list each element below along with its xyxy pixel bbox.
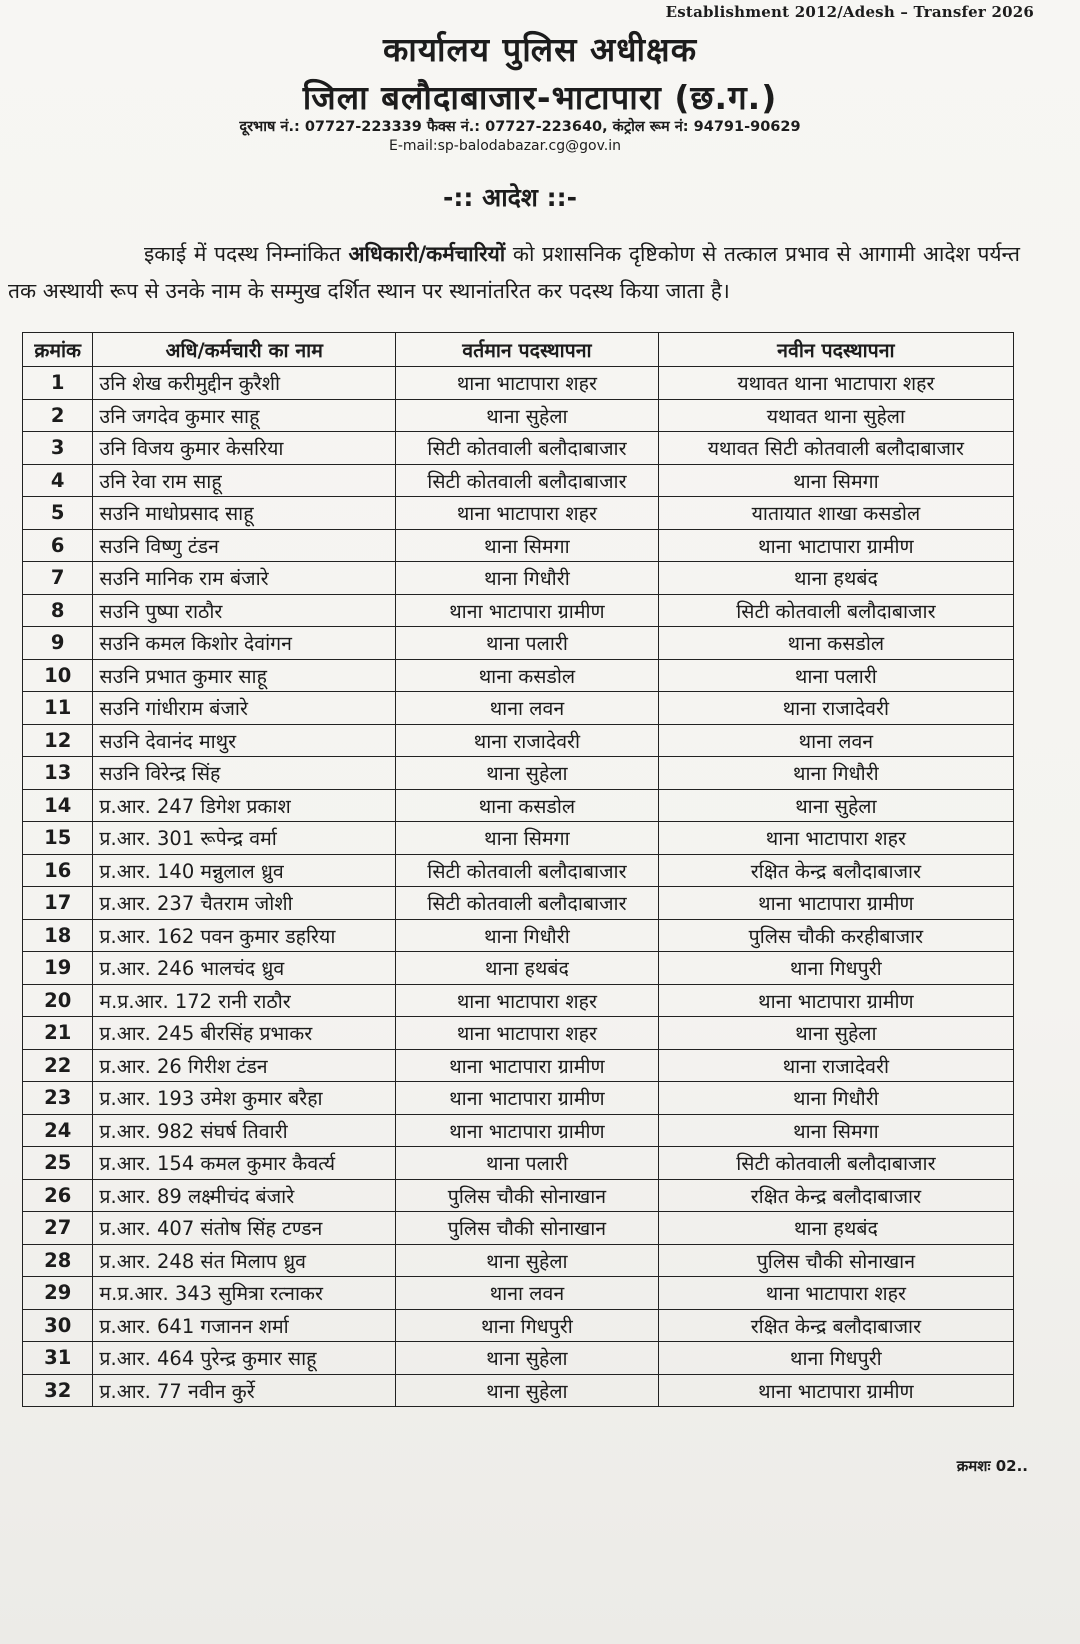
table-row xyxy=(23,1147,1014,1180)
new-posting-cell: थाना हथबंद xyxy=(658,562,1013,595)
new-posting-cell: रक्षित केन्द्र बलौदाबाजार xyxy=(658,1179,1013,1212)
table-row xyxy=(23,1342,1014,1375)
new-posting-cell: थाना गिधपुरी xyxy=(658,952,1013,985)
header-name: अधि/कर्मचारी का नाम xyxy=(93,333,396,367)
table-row xyxy=(23,627,1014,660)
current-posting-cell: थाना गिधौरी xyxy=(396,919,659,952)
new-posting-cell: थाना भाटापारा ग्रामीण xyxy=(658,1374,1013,1407)
current-posting-cell: थाना भाटापारा ग्रामीण xyxy=(396,1114,659,1147)
current-posting-cell: थाना भाटापारा शहर xyxy=(396,497,659,530)
name-cell: प्र.आर. 245 बीरसिंह प्रभाकर xyxy=(93,1017,396,1050)
header-serial: क्रमांक xyxy=(23,333,93,367)
new-posting-cell: थाना सिमगा xyxy=(658,1114,1013,1147)
table-row xyxy=(23,854,1014,887)
new-posting-cell: थाना सुहेला xyxy=(658,789,1013,822)
new-posting-cell: यथावत थाना सुहेला xyxy=(658,399,1013,432)
serial-cell: 26 xyxy=(23,1179,93,1212)
name-cell: सउनि प्रभात कुमार साहू xyxy=(93,659,396,692)
current-posting-cell: थाना भाटापारा ग्रामीण xyxy=(396,1049,659,1082)
serial-cell: 1 xyxy=(23,367,93,400)
current-posting-cell: थाना सुहेला xyxy=(396,399,659,432)
name-cell: प्र.आर. 407 संतोष सिंह टण्डन xyxy=(93,1212,396,1245)
current-posting-cell: थाना सुहेला xyxy=(396,757,659,790)
current-posting-cell: थाना कसडोल xyxy=(396,659,659,692)
table-row xyxy=(23,887,1014,920)
table-row xyxy=(23,367,1014,400)
new-posting-cell: थाना राजादेवरी xyxy=(658,692,1013,725)
order-title: -:: आदेश ::- xyxy=(443,183,577,212)
contact-line: दूरभाष नं.: 07727-223339 फैक्स नं.: 07727-223640, कंट्रोल रूम नं: 94791-90629 xyxy=(239,119,801,135)
transfer-table xyxy=(22,332,1014,1407)
name-cell: सउनि पुष्पा राठौर xyxy=(93,594,396,627)
current-posting-cell: थाना भाटापारा ग्रामीण xyxy=(396,1082,659,1115)
para-text-1: इकाई में पदस्थ निम्नांकित xyxy=(144,242,349,266)
table-row xyxy=(23,464,1014,497)
table-row xyxy=(23,919,1014,952)
serial-cell: 14 xyxy=(23,789,93,822)
name-cell: प्र.आर. 77 नवीन कुर्रे xyxy=(93,1374,396,1407)
new-posting-cell: थाना सिमगा xyxy=(658,464,1013,497)
office-title: कार्यालय पुलिस अधीक्षक xyxy=(382,30,698,69)
district-title: जिला बलौदाबाजार-भाटापारा (छ.ग.) xyxy=(302,78,778,117)
name-cell: प्र.आर. 248 संत मिलाप ध्रुव xyxy=(93,1244,396,1277)
para-bold-text: अधिकारी/कर्मचारियों xyxy=(348,242,506,266)
current-posting-cell: थाना सिमगा xyxy=(396,529,659,562)
current-posting-cell: सिटी कोतवाली बलौदाबाजार xyxy=(396,464,659,497)
new-posting-cell: रक्षित केन्द्र बलौदाबाजार xyxy=(658,1309,1013,1342)
current-posting-cell: सिटी कोतवाली बलौदाबाजार xyxy=(396,887,659,920)
new-posting-cell: थाना राजादेवरी xyxy=(658,1049,1013,1082)
name-cell: उनि विजय कुमार केसरिया xyxy=(93,432,396,465)
new-posting-cell: यथावत सिटी कोतवाली बलौदाबाजार xyxy=(658,432,1013,465)
name-cell: प्र.आर. 641 गजानन शर्मा xyxy=(93,1309,396,1342)
serial-cell: 29 xyxy=(23,1277,93,1310)
new-posting-cell: थाना कसडोल xyxy=(658,627,1013,660)
name-cell: म.प्र.आर. 172 रानी राठौर xyxy=(93,984,396,1017)
serial-cell: 28 xyxy=(23,1244,93,1277)
serial-cell: 13 xyxy=(23,757,93,790)
serial-cell: 3 xyxy=(23,432,93,465)
table-row xyxy=(23,659,1014,692)
table-row xyxy=(23,952,1014,985)
table-row xyxy=(23,562,1014,595)
table-row xyxy=(23,594,1014,627)
name-cell: प्र.आर. 162 पवन कुमार डहरिया xyxy=(93,919,396,952)
new-posting-cell: थाना गिधौरी xyxy=(658,1082,1013,1115)
serial-cell: 25 xyxy=(23,1147,93,1180)
serial-cell: 2 xyxy=(23,399,93,432)
current-posting-cell: थाना पलारी xyxy=(396,1147,659,1180)
table-row xyxy=(23,822,1014,855)
table-row xyxy=(23,1374,1014,1407)
current-posting-cell: थाना भाटापारा ग्रामीण xyxy=(396,594,659,627)
name-cell: सउनि गांधीराम बंजारे xyxy=(93,692,396,725)
current-posting-cell: थाना पलारी xyxy=(396,627,659,660)
name-cell: सउनि विरेन्द्र सिंह xyxy=(93,757,396,790)
table-row xyxy=(23,1017,1014,1050)
name-cell: सउनि मानिक राम बंजारे xyxy=(93,562,396,595)
current-posting-cell: सिटी कोतवाली बलौदाबाजार xyxy=(396,432,659,465)
name-cell: सउनि देवानंद माथुर xyxy=(93,724,396,757)
new-posting-cell: पुलिस चौकी सोनाखान xyxy=(658,1244,1013,1277)
current-posting-cell: थाना सुहेला xyxy=(396,1244,659,1277)
new-posting-cell: थाना भाटापारा शहर xyxy=(658,822,1013,855)
reference-number: Establishment 2012/Adesh – Transfer 2026 xyxy=(665,3,1034,21)
current-posting-cell: सिटी कोतवाली बलौदाबाजार xyxy=(396,854,659,887)
serial-cell: 23 xyxy=(23,1082,93,1115)
serial-cell: 10 xyxy=(23,659,93,692)
current-posting-cell: थाना गिधपुरी xyxy=(396,1309,659,1342)
name-cell: प्र.आर. 237 चैतराम जोशी xyxy=(93,887,396,920)
new-posting-cell: थाना गिधपुरी xyxy=(658,1342,1013,1375)
table-row xyxy=(23,789,1014,822)
current-posting-cell: थाना हथबंद xyxy=(396,952,659,985)
name-cell: प्र.आर. 154 कमल कुमार कैवर्त्य xyxy=(93,1147,396,1180)
new-posting-cell: थाना हथबंद xyxy=(658,1212,1013,1245)
current-posting-cell: थाना भाटापारा शहर xyxy=(396,984,659,1017)
name-cell: सउनि कमल किशोर देवांगन xyxy=(93,627,396,660)
table-row xyxy=(23,1114,1014,1147)
table-row xyxy=(23,692,1014,725)
new-posting-cell: पुलिस चौकी करहीबाजार xyxy=(658,919,1013,952)
serial-cell: 5 xyxy=(23,497,93,530)
serial-cell: 27 xyxy=(23,1212,93,1245)
name-cell: सउनि माधोप्रसाद साहू xyxy=(93,497,396,530)
serial-cell: 15 xyxy=(23,822,93,855)
table-row xyxy=(23,432,1014,465)
serial-cell: 31 xyxy=(23,1342,93,1375)
table-row xyxy=(23,1082,1014,1115)
email-line: E-mail:sp-balodabazar.cg@gov.in xyxy=(389,138,621,154)
name-cell: उनि जगदेव कुमार साहू xyxy=(93,399,396,432)
table-row xyxy=(23,1309,1014,1342)
name-cell: उनि शेख करीमुद्दीन कुरैशी xyxy=(93,367,396,400)
para-text-2: को प्रशासनिक दृष्टिकोण से तत्काल प्रभाव से आगामी आदेश पर्यन्त तक अस्थायी रूप से उनके नाम के सम्मुख दर्शित स्थान पर स्थानांतरित कर पदस्थ किया जाता है। xyxy=(8,242,1020,303)
serial-cell: 16 xyxy=(23,854,93,887)
current-posting-cell: थाना सिमगा xyxy=(396,822,659,855)
serial-cell: 21 xyxy=(23,1017,93,1050)
order-paragraph xyxy=(8,236,1020,310)
name-cell: उनि रेवा राम साहू xyxy=(93,464,396,497)
new-posting-cell: थाना पलारी xyxy=(658,659,1013,692)
table-row xyxy=(23,529,1014,562)
serial-cell: 17 xyxy=(23,887,93,920)
table-row xyxy=(23,1049,1014,1082)
current-posting-cell: थाना गिधौरी xyxy=(396,562,659,595)
current-posting-cell: थाना राजादेवरी xyxy=(396,724,659,757)
new-posting-cell: थाना लवन xyxy=(658,724,1013,757)
new-posting-cell: थाना गिधौरी xyxy=(658,757,1013,790)
table-row xyxy=(23,724,1014,757)
serial-cell: 30 xyxy=(23,1309,93,1342)
serial-cell: 24 xyxy=(23,1114,93,1147)
header-new-posting: नवीन पदस्थापना xyxy=(658,333,1013,367)
current-posting-cell: थाना भाटापारा शहर xyxy=(396,1017,659,1050)
table-row xyxy=(23,1277,1014,1310)
name-cell: प्र.आर. 26 गिरीश टंडन xyxy=(93,1049,396,1082)
current-posting-cell: थाना सुहेला xyxy=(396,1342,659,1375)
continued-marker: क्रमशः 02.. xyxy=(956,1457,1028,1475)
current-posting-cell: थाना सुहेला xyxy=(396,1374,659,1407)
name-cell: प्र.आर. 89 लक्ष्मीचंद बंजारे xyxy=(93,1179,396,1212)
serial-cell: 6 xyxy=(23,529,93,562)
serial-cell: 18 xyxy=(23,919,93,952)
serial-cell: 19 xyxy=(23,952,93,985)
current-posting-cell: थाना लवन xyxy=(396,692,659,725)
table-row xyxy=(23,497,1014,530)
new-posting-cell: रक्षित केन्द्र बलौदाबाजार xyxy=(658,854,1013,887)
serial-cell: 7 xyxy=(23,562,93,595)
new-posting-cell: यातायात शाखा कसडोल xyxy=(658,497,1013,530)
serial-cell: 22 xyxy=(23,1049,93,1082)
current-posting-cell: थाना कसडोल xyxy=(396,789,659,822)
serial-cell: 20 xyxy=(23,984,93,1017)
table-row xyxy=(23,1179,1014,1212)
new-posting-cell: थाना भाटापारा ग्रामीण xyxy=(658,887,1013,920)
name-cell: प्र.आर. 247 डिगेश प्रकाश xyxy=(93,789,396,822)
name-cell: प्र.आर. 140 मन्नुलाल ध्रुव xyxy=(93,854,396,887)
table-row xyxy=(23,399,1014,432)
new-posting-cell: थाना भाटापारा ग्रामीण xyxy=(658,529,1013,562)
serial-cell: 8 xyxy=(23,594,93,627)
name-cell: सउनि विष्णु टंडन xyxy=(93,529,396,562)
serial-cell: 11 xyxy=(23,692,93,725)
current-posting-cell: पुलिस चौकी सोनाखान xyxy=(396,1212,659,1245)
serial-cell: 12 xyxy=(23,724,93,757)
table-row xyxy=(23,984,1014,1017)
name-cell: प्र.आर. 464 पुरेन्द्र कुमार साहू xyxy=(93,1342,396,1375)
serial-cell: 4 xyxy=(23,464,93,497)
table-header-row xyxy=(23,333,1014,367)
new-posting-cell: थाना सुहेला xyxy=(658,1017,1013,1050)
new-posting-cell: सिटी कोतवाली बलौदाबाजार xyxy=(658,594,1013,627)
serial-cell: 9 xyxy=(23,627,93,660)
header-current-posting: वर्तमान पदस्थापना xyxy=(396,333,659,367)
new-posting-cell: सिटी कोतवाली बलौदाबाजार xyxy=(658,1147,1013,1180)
name-cell: प्र.आर. 301 रूपेन्द्र वर्मा xyxy=(93,822,396,855)
name-cell: प्र.आर. 982 संघर्ष तिवारी xyxy=(93,1114,396,1147)
new-posting-cell: थाना भाटापारा शहर xyxy=(658,1277,1013,1310)
table-row xyxy=(23,1212,1014,1245)
name-cell: प्र.आर. 193 उमेश कुमार बरैहा xyxy=(93,1082,396,1115)
name-cell: म.प्र.आर. 343 सुमित्रा रत्नाकर xyxy=(93,1277,396,1310)
new-posting-cell: थाना भाटापारा ग्रामीण xyxy=(658,984,1013,1017)
current-posting-cell: थाना लवन xyxy=(396,1277,659,1310)
table-body xyxy=(23,367,1014,1407)
current-posting-cell: पुलिस चौकी सोनाखान xyxy=(396,1179,659,1212)
table-row xyxy=(23,757,1014,790)
new-posting-cell: यथावत थाना भाटापारा शहर xyxy=(658,367,1013,400)
name-cell: प्र.आर. 246 भालचंद ध्रुव xyxy=(93,952,396,985)
table-row xyxy=(23,1244,1014,1277)
current-posting-cell: थाना भाटापारा शहर xyxy=(396,367,659,400)
serial-cell: 32 xyxy=(23,1374,93,1407)
